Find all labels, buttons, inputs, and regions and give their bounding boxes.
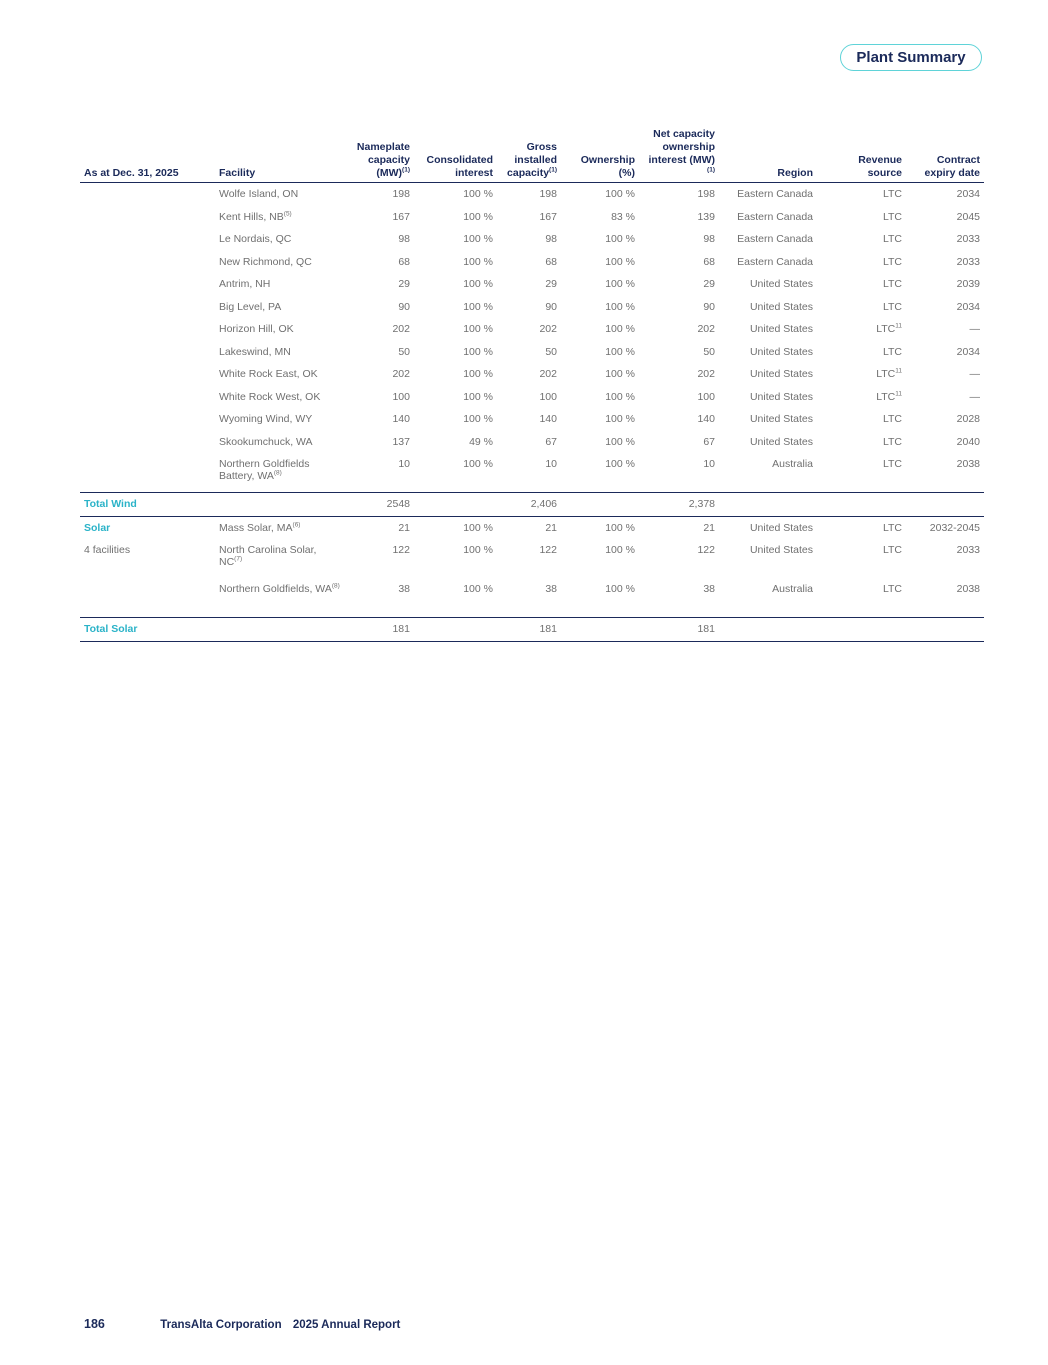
- facility-cell: North Carolina Solar, NC$^{(7)}$: [219, 544, 317, 568]
- revenue-cell: LTC$^{11}$: [876, 322, 902, 336]
- consolidated-cell: 100 %: [463, 544, 493, 556]
- expiry-cell: 2032-2045: [929, 521, 980, 534]
- consolidated-cell: 100 %: [463, 278, 493, 291]
- empty-cell: [414, 618, 497, 642]
- expiry-cell: 2033: [956, 255, 980, 268]
- total-gross: 181: [497, 618, 561, 642]
- empty-cell: [817, 493, 906, 517]
- net-cell: 67: [703, 435, 715, 448]
- header-revenue: Revenue source: [817, 124, 906, 183]
- category-cell: Solar: [84, 521, 111, 534]
- nameplate-cell: 137: [392, 435, 410, 448]
- category-cell: 4 facilities: [84, 544, 131, 556]
- region-cell: United States: [749, 390, 813, 403]
- facility-cell: Le Nordais, QC: [219, 233, 292, 246]
- consolidated-cell: 100 %: [463, 300, 493, 313]
- expiry-cell: 2028: [956, 413, 980, 426]
- consolidated-cell: 100 %: [463, 323, 493, 336]
- ownership-cell: 100 %: [605, 413, 635, 426]
- net-cell: 122: [697, 544, 715, 556]
- plant-summary-table: [80, 124, 984, 642]
- ownership-cell: 100 %: [605, 255, 635, 268]
- region-cell: United States: [749, 278, 813, 291]
- nameplate-cell: 29: [398, 278, 410, 291]
- total-gross: 2,406: [497, 493, 561, 517]
- empty-cell: [906, 493, 984, 517]
- nameplate-cell: 167: [392, 210, 410, 223]
- ownership-cell: 100 %: [605, 345, 635, 358]
- expiry-cell: 2039: [956, 278, 980, 291]
- empty-cell: [561, 493, 639, 517]
- consolidated-cell: 100 %: [463, 188, 493, 201]
- ownership-cell: 100 %: [605, 368, 635, 381]
- total-nameplate: 181: [344, 618, 414, 642]
- revenue-cell: LTC: [882, 521, 902, 534]
- region-cell: United States: [749, 300, 813, 313]
- table-row: [80, 228, 984, 251]
- total-label: Total Wind: [80, 493, 215, 517]
- nameplate-cell: 202: [392, 368, 410, 381]
- ownership-cell: 100 %: [605, 435, 635, 448]
- gross-cell: 68: [545, 255, 557, 268]
- ownership-cell: 83 %: [611, 210, 635, 223]
- ownership-cell: 100 %: [605, 390, 635, 403]
- empty-cell: [719, 493, 817, 517]
- section-badge: Plant Summary: [840, 44, 982, 71]
- region-cell: Eastern Canada: [737, 255, 813, 268]
- ownership-cell: 100 %: [605, 521, 635, 534]
- table-row: [80, 296, 984, 319]
- net-cell: 202: [697, 368, 715, 381]
- region-cell: United States: [749, 345, 813, 358]
- net-cell: 140: [697, 413, 715, 426]
- empty-cell: [817, 618, 906, 642]
- revenue-cell: LTC: [882, 300, 902, 313]
- region-cell: Eastern Canada: [737, 233, 813, 246]
- nameplate-cell: 140: [392, 413, 410, 426]
- gross-cell: 198: [539, 188, 557, 201]
- category-cell: [80, 183, 215, 206]
- page-footer: [84, 1317, 400, 1331]
- facility-cell: White Rock West, OK: [219, 390, 321, 403]
- net-cell: 10: [703, 458, 715, 470]
- header-ownership: Ownership (%): [561, 124, 639, 183]
- gross-cell: 38: [545, 583, 557, 595]
- header-facility: Facility: [215, 124, 344, 183]
- consolidated-cell: 100 %: [463, 458, 493, 470]
- category-cell: [80, 251, 215, 274]
- category-cell: [80, 363, 215, 386]
- nameplate-cell: 198: [392, 188, 410, 201]
- category-cell: [80, 273, 215, 296]
- facility-cell: New Richmond, QC: [219, 255, 312, 268]
- total-nameplate: 2548: [344, 493, 414, 517]
- facility-cell: Wolfe Island, ON: [219, 188, 299, 201]
- consolidated-cell: 100 %: [463, 413, 493, 426]
- gross-cell: 90: [545, 300, 557, 313]
- table-row: [80, 251, 984, 274]
- region-cell: Australia: [772, 458, 813, 470]
- net-cell: 100: [697, 390, 715, 403]
- expiry-cell: —: [969, 323, 980, 336]
- category-cell: [80, 206, 215, 229]
- revenue-cell: LTC: [882, 188, 902, 201]
- category-cell: [80, 341, 215, 364]
- region-cell: United States: [749, 413, 813, 426]
- ownership-cell: 100 %: [605, 458, 635, 470]
- facility-cell: Antrim, NH: [219, 278, 271, 291]
- nameplate-cell: 100: [392, 390, 410, 403]
- consolidated-cell: 100 %: [463, 233, 493, 246]
- category-cell: [80, 408, 215, 431]
- net-cell: 198: [697, 188, 715, 201]
- expiry-cell: 2033: [956, 233, 980, 246]
- revenue-cell: LTC$^{11}$: [876, 367, 902, 381]
- expiry-cell: 2040: [956, 435, 980, 448]
- region-cell: Australia: [772, 583, 813, 595]
- table-row: [80, 386, 984, 409]
- revenue-cell: LTC: [882, 413, 902, 426]
- nameplate-cell: 50: [398, 345, 410, 358]
- header-nameplate: Nameplate capacity (MW)$^{(1)}$: [344, 124, 414, 183]
- consolidated-cell: 100 %: [463, 210, 493, 223]
- region-cell: Eastern Canada: [737, 188, 813, 201]
- ownership-cell: 100 %: [605, 544, 635, 556]
- nameplate-cell: 122: [392, 544, 410, 556]
- nameplate-cell: 21: [398, 521, 410, 534]
- revenue-cell: LTC$^{11}$: [876, 390, 902, 403]
- consolidated-cell: 100 %: [463, 368, 493, 381]
- facility-cell: Kent Hills, NB$^{(5)}$: [219, 210, 292, 223]
- ownership-cell: 100 %: [605, 583, 635, 595]
- expiry-cell: 2033: [956, 544, 980, 556]
- table-row: [80, 431, 984, 454]
- gross-cell: 202: [539, 323, 557, 336]
- gross-cell: 202: [539, 368, 557, 381]
- table-row: [80, 539, 984, 578]
- table-row: [80, 408, 984, 431]
- empty-cell: [215, 493, 344, 517]
- expiry-cell: 2034: [956, 300, 980, 313]
- category-cell: [80, 296, 215, 319]
- ownership-cell: 100 %: [605, 300, 635, 313]
- ownership-cell: 100 %: [605, 188, 635, 201]
- ownership-cell: 100 %: [605, 323, 635, 336]
- region-cell: Eastern Canada: [737, 210, 813, 223]
- gross-cell: 10: [545, 458, 557, 470]
- region-cell: United States: [749, 521, 813, 534]
- consolidated-cell: 100 %: [463, 583, 493, 595]
- facility-cell: Skookumchuck, WA: [219, 435, 313, 448]
- facility-cell: Northern Goldfields Battery, WA$^{(8)}$: [219, 458, 310, 482]
- table-row: [80, 363, 984, 386]
- total-net: 181: [639, 618, 719, 642]
- header-gross: Gross installed capacity$^{(1)}$: [497, 124, 561, 183]
- gross-cell: 50: [545, 345, 557, 358]
- empty-cell: [414, 493, 497, 517]
- nameplate-cell: 98: [398, 233, 410, 246]
- ownership-cell: 100 %: [605, 278, 635, 291]
- gross-cell: 167: [539, 210, 557, 223]
- header-region: Region: [719, 124, 817, 183]
- category-cell: [80, 453, 215, 493]
- empty-cell: [561, 618, 639, 642]
- nameplate-cell: 90: [398, 300, 410, 313]
- revenue-cell: LTC: [882, 255, 902, 268]
- facility-cell: White Rock East, OK: [219, 368, 318, 381]
- revenue-cell: LTC: [882, 458, 902, 470]
- total-row: [80, 493, 984, 517]
- ownership-cell: 100 %: [605, 233, 635, 246]
- facility-cell: Lakeswind, MN: [219, 345, 291, 358]
- empty-cell: [906, 618, 984, 642]
- empty-cell: [719, 618, 817, 642]
- nameplate-cell: 202: [392, 323, 410, 336]
- gross-cell: 140: [539, 413, 557, 426]
- table-row: [80, 453, 984, 493]
- net-cell: 50: [703, 345, 715, 358]
- facility-cell: Big Level, PA: [219, 300, 282, 313]
- category-cell: [80, 578, 215, 618]
- expiry-cell: —: [969, 390, 980, 403]
- report-name: 2025 Annual Report: [292, 1319, 401, 1331]
- region-cell: United States: [749, 368, 813, 381]
- facility-cell: Horizon Hill, OK: [219, 323, 294, 336]
- net-cell: 90: [703, 300, 715, 313]
- table-row: [80, 578, 984, 618]
- gross-cell: 100: [539, 390, 557, 403]
- company-name: TransAlta Corporation: [160, 1319, 282, 1331]
- net-cell: 21: [703, 521, 715, 534]
- table-row: [80, 516, 984, 539]
- consolidated-cell: 100 %: [463, 521, 493, 534]
- net-cell: 202: [697, 323, 715, 336]
- category-cell: [80, 228, 215, 251]
- facility-cell: Wyoming Wind, WY: [219, 413, 313, 426]
- gross-cell: 21: [545, 521, 557, 534]
- gross-cell: 67: [545, 435, 557, 448]
- header-consolidated: Consolidated interest: [414, 124, 497, 183]
- facility-cell: Mass Solar, MA$^{(6)}$: [219, 521, 301, 534]
- expiry-cell: 2038: [956, 583, 980, 595]
- expiry-cell: 2034: [956, 188, 980, 201]
- gross-cell: 122: [539, 544, 557, 556]
- revenue-cell: LTC: [882, 345, 902, 358]
- revenue-cell: LTC: [882, 278, 902, 291]
- header-net: Net capacity ownership interest (MW)$^{(1)}$: [639, 124, 719, 183]
- net-cell: 98: [703, 233, 715, 246]
- revenue-cell: LTC: [882, 435, 902, 448]
- header-as-at: As at Dec. 31, 2025: [80, 124, 215, 183]
- table-row: [80, 206, 984, 229]
- table-row: [80, 183, 984, 206]
- header-contract: Contract expiry date: [906, 124, 984, 183]
- revenue-cell: LTC: [882, 583, 902, 595]
- expiry-cell: —: [969, 368, 980, 381]
- page-number: 186: [84, 1317, 105, 1331]
- expiry-cell: 2045: [956, 210, 980, 223]
- table-row: [80, 341, 984, 364]
- table-row: [80, 273, 984, 296]
- empty-cell: [215, 618, 344, 642]
- nameplate-cell: 38: [398, 583, 410, 595]
- revenue-cell: LTC: [882, 544, 902, 556]
- facility-cell: Northern Goldfields, WA$^{(8)}$: [219, 582, 340, 595]
- table-row: [80, 318, 984, 341]
- total-label: Total Solar: [80, 618, 215, 642]
- region-cell: United States: [749, 435, 813, 448]
- expiry-cell: 2038: [956, 458, 980, 470]
- table-header-row: [80, 124, 984, 183]
- category-cell: [80, 431, 215, 454]
- region-cell: United States: [749, 544, 813, 556]
- nameplate-cell: 68: [398, 255, 410, 268]
- revenue-cell: LTC: [882, 233, 902, 246]
- revenue-cell: LTC: [882, 210, 902, 223]
- consolidated-cell: 100 %: [463, 255, 493, 268]
- category-cell: [80, 318, 215, 341]
- consolidated-cell: 49 %: [469, 435, 493, 448]
- expiry-cell: 2034: [956, 345, 980, 358]
- net-cell: 29: [703, 278, 715, 291]
- nameplate-cell: 10: [398, 458, 410, 470]
- total-row: [80, 618, 984, 642]
- consolidated-cell: 100 %: [463, 345, 493, 358]
- gross-cell: 29: [545, 278, 557, 291]
- net-cell: 68: [703, 255, 715, 268]
- gross-cell: 98: [545, 233, 557, 246]
- region-cell: United States: [749, 323, 813, 336]
- net-cell: 139: [697, 210, 715, 223]
- net-cell: 38: [703, 583, 715, 595]
- category-cell: [80, 386, 215, 409]
- total-net: 2,378: [639, 493, 719, 517]
- consolidated-cell: 100 %: [463, 390, 493, 403]
